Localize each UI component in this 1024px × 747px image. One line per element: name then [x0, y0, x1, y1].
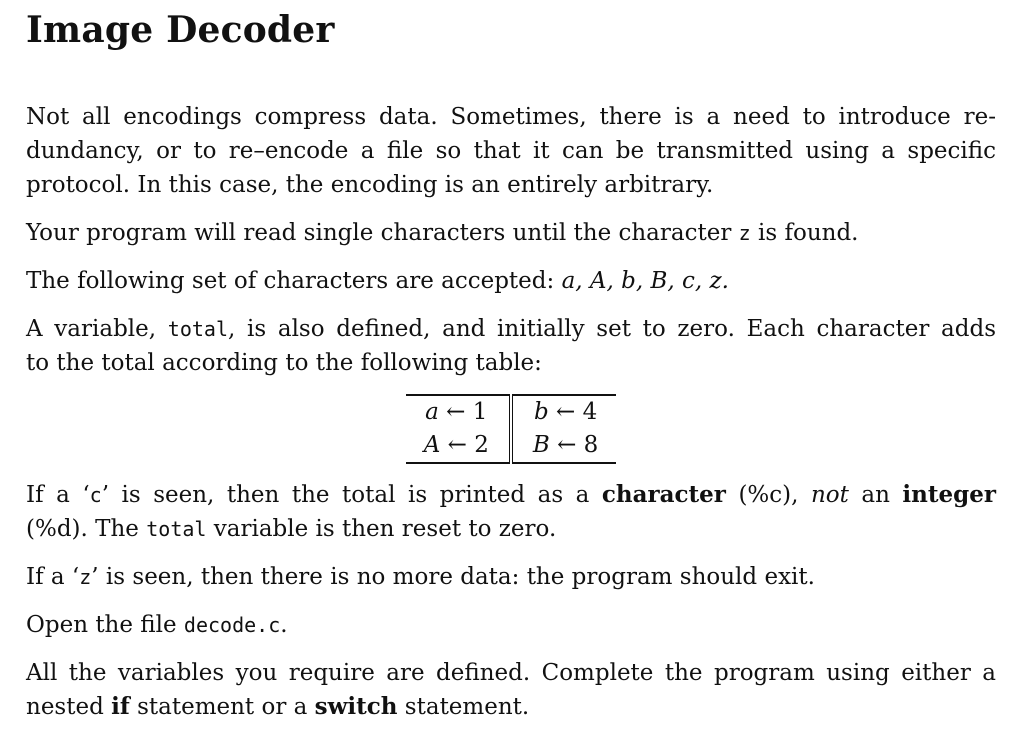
read-text-before: Your program will read single characters until the character	[26, 220, 739, 246]
table-cell	[406, 429, 511, 463]
table-value: 2	[474, 432, 489, 458]
left-arrow-symbol: ←	[447, 432, 467, 458]
table-char: B	[532, 432, 550, 458]
read-char-code: z	[738, 221, 751, 245]
c-rule-line-1	[26, 478, 996, 512]
complete-text-2: statement or a	[129, 694, 315, 720]
z-rule-text-2: ’ is seen, then there is no more data: the program should exit.	[91, 564, 815, 590]
c-rule-bold-integer: integer	[902, 481, 996, 508]
complete-bold-if: if	[111, 693, 130, 720]
intro-line-1: Not all encodings compress data. Sometimes, there is a need to introduce re-	[26, 104, 996, 130]
table-row	[406, 395, 617, 429]
table-value: 8	[583, 432, 599, 458]
file-name-code: decode.c	[183, 613, 281, 637]
c-rule-text-6: variable is then reset to zero.	[206, 516, 557, 542]
complete-text-3: statement.	[397, 694, 530, 720]
intro-line-3: protocol. In this case, the encoding is an entirely arbitrary.	[26, 172, 714, 198]
c-rule-text-3: (%c),	[725, 482, 811, 508]
open-file-paragraph	[26, 608, 996, 642]
table-value: 4	[582, 399, 598, 425]
variable-name-code: total	[167, 317, 228, 341]
page-title: Image Decoder	[26, 9, 335, 51]
read-paragraph	[26, 216, 996, 250]
table-value: 1	[472, 399, 488, 425]
variable-line-2: to the total according to the following table:	[26, 350, 542, 376]
complete-bold-switch: switch	[314, 693, 398, 720]
intro-paragraph	[26, 100, 996, 202]
left-arrow-symbol: ←	[446, 399, 466, 425]
c-rule-var-code: total	[146, 517, 207, 541]
z-rule-char-code: z	[79, 565, 92, 589]
accepted-paragraph	[26, 264, 996, 298]
left-arrow-symbol: ←	[555, 399, 576, 425]
table-cell	[511, 429, 616, 463]
c-rule-paragraph	[26, 478, 996, 546]
c-rule-bold-character: character	[601, 481, 726, 508]
accepted-chars: a, A, b, B, c, z.	[561, 268, 729, 294]
left-arrow-symbol: ←	[557, 432, 577, 458]
c-rule-text-4: an	[848, 482, 903, 508]
open-file-text: Open the file	[26, 612, 184, 638]
c-rule-text-5: (%d). The	[26, 516, 147, 542]
table-cell	[406, 395, 511, 429]
variable-line-1	[26, 312, 996, 346]
encoding-table	[406, 394, 617, 464]
c-rule-line-2	[26, 512, 996, 546]
variable-text-2: , is also defined, and initially set to zero. Each character adds	[228, 316, 996, 342]
table-char: A	[423, 432, 441, 458]
read-text-after: is found.	[750, 220, 859, 246]
z-rule-text-1: If a ‘	[26, 564, 80, 590]
complete-line-2	[26, 690, 996, 724]
c-rule-italic-not: not	[810, 482, 849, 508]
table-cell	[511, 395, 616, 429]
c-rule-char-code: c	[89, 483, 102, 507]
table-row	[406, 429, 617, 463]
accepted-text: The following set of characters are accepted:	[26, 268, 562, 294]
z-rule-paragraph	[26, 560, 996, 594]
table-char: b	[533, 399, 549, 425]
open-file-period: .	[280, 612, 288, 638]
complete-line-1: All the variables you require are defined. Complete the program using either a	[26, 660, 996, 686]
complete-text-1: nested	[26, 694, 112, 720]
intro-line-2: dundancy, or to re–encode a file so that it can be transmitted using a specific	[26, 138, 996, 164]
c-rule-text-1: If a ‘	[26, 482, 90, 508]
table-char: a	[425, 399, 439, 425]
encoding-table-wrap	[26, 394, 996, 464]
variable-paragraph	[26, 312, 996, 380]
c-rule-text-2: ’ is seen, then the total is printed as a	[101, 482, 602, 508]
complete-paragraph	[26, 656, 996, 724]
variable-text-1: A variable,	[26, 316, 168, 342]
